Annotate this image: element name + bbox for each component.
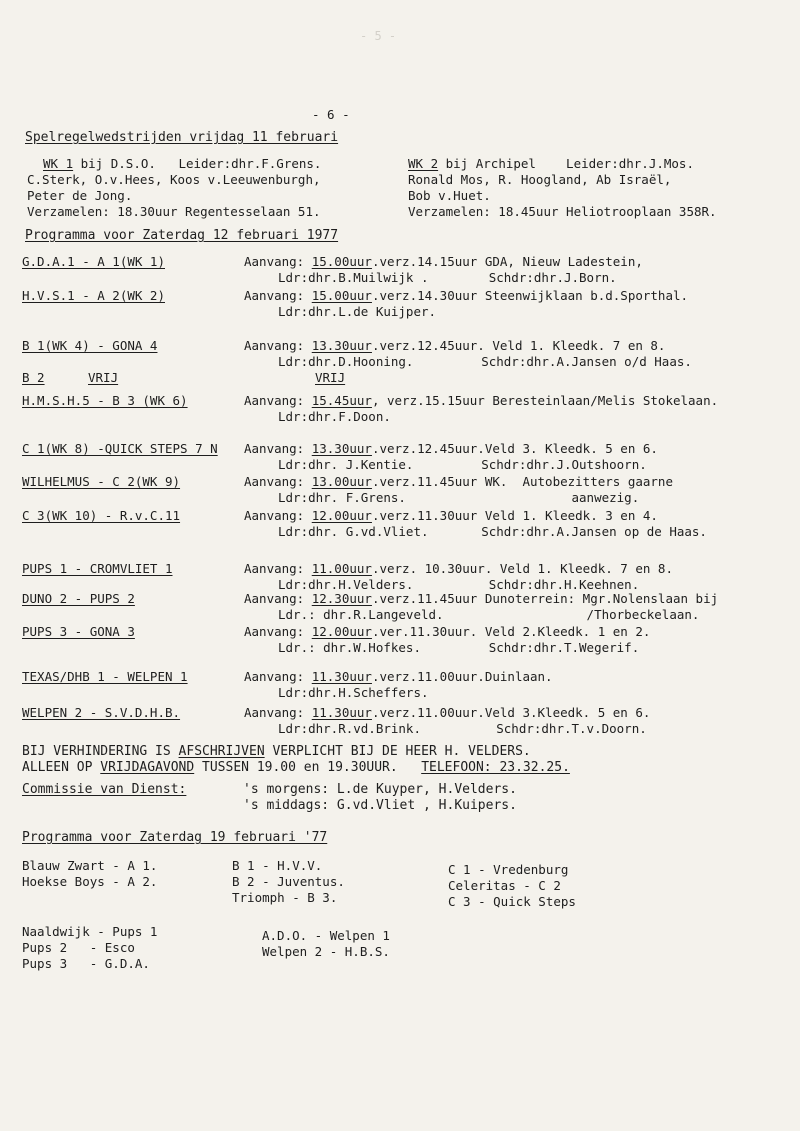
match-7-ldr: Ldr:dhr. F.Grens. aanwezig. <box>278 490 640 505</box>
wk2-label: WK 2 <box>408 156 439 171</box>
match-12-teams: TEXAS/DHB 1 - WELPEN 1 <box>22 669 188 684</box>
match-6-aanvang: Aanvang: 13.30uur.verz.12.45uur.Veld 3. Kleedk. 5 en 6. <box>244 441 658 456</box>
match-13-teams: WELPEN 2 - S.V.D.H.B. <box>22 705 181 720</box>
notice-line-1: BIJ VERHINDERING IS AFSCHRIJVEN VERPLICHT BIJ DE HEER H. VELDERS. <box>22 744 531 759</box>
match-10-teams: DUNO 2 - PUPS 2 <box>22 591 135 606</box>
p19-col3-row1: C 1 - Vredenburg <box>448 862 569 877</box>
p19-welpen-row1: A.D.O. - Welpen 1 <box>262 928 390 943</box>
match-7-aanvang: Aanvang: 13.00uur.verz.11.45uur WK. Autobezitters gaarne <box>244 474 673 489</box>
match-8-ldr: Ldr:dhr. G.vd.Vliet. Schdr:dhr.A.Jansen op de Haas. <box>278 524 707 539</box>
match-8-aanvang: Aanvang: 12.00uur.verz.11.30uur Veld 1. Kleedk. 3 en 4. <box>244 508 658 523</box>
match-13-aanvang: Aanvang: 11.30uur.verz.11.00uur.Veld 3.Kleedk. 5 en 6. <box>244 705 651 720</box>
match-10-ldr: Ldr.: dhr.R.Langeveld. /Thorbeckelaan. <box>278 607 700 622</box>
match-11-aanvang: Aanvang: 12.00uur.ver.11.30uur. Veld 2.Kleedk. 1 en 2. <box>244 624 651 639</box>
wk1-players-1: C.Sterk, O.v.Hees, Koos v.Leeuwenburgh, <box>27 172 321 187</box>
match-9-teams: PUPS 1 - CROMVLIET 1 <box>22 561 173 576</box>
match-4-vrij: VRIJ <box>88 370 119 385</box>
match-2-aanvang: Aanvang: 15.00uur.verz.14.30uur Steenwijklaan b.d.Sporthal. <box>244 288 689 303</box>
match-1-aanvang: Aanvang: 15.00uur.verz.14.15uur GDA, Nieuw Ladestein, <box>244 254 643 269</box>
page-number: - 6 - <box>312 107 350 122</box>
match-7-teams: WILHELMUS - C 2(WK 9) <box>22 474 181 489</box>
program-12-feb-heading: Programma voor Zaterdag 12 februari 1977 <box>25 228 339 243</box>
wk2-header <box>408 156 694 172</box>
match-11-teams: PUPS 3 - GONA 3 <box>22 624 135 639</box>
p19-col3-row3: C 3 - Quick Steps <box>448 894 576 909</box>
wk1-header <box>43 156 321 172</box>
match-9-aanvang: Aanvang: 11.00uur.verz. 10.30uur. Veld 1. Kleedk. 7 en 8. <box>244 561 673 576</box>
match-5-ldr: Ldr:dhr.F.Doon. <box>278 409 391 424</box>
p19-col3-row2: Celeritas - C 2 <box>448 878 561 893</box>
match-2-ldr: Ldr:dhr.L.de Kuijper. <box>278 304 437 319</box>
match-11-ldr: Ldr.: dhr.W.Hofkes. Schdr:dhr.T.Wegerif. <box>278 640 640 655</box>
commissie-label: Commissie van Dienst: <box>22 782 187 797</box>
commissie-afternoon: 's middags: G.vd.Vliet , H.Kuipers. <box>243 798 517 813</box>
wk1-label: WK 1 <box>43 156 74 171</box>
p19-col2-row1: B 1 - H.V.V. <box>232 858 323 873</box>
match-1-teams: G.D.A.1 - A 1(WK 1) <box>22 254 165 269</box>
match-1-ldr: Ldr:dhr.B.Muilwijk . Schdr:dhr.J.Born. <box>278 270 617 285</box>
match-6-teams: C 1(WK 8) -QUICK STEPS 7 N <box>22 441 218 456</box>
wk2-players-1: Ronald Mos, R. Hoogland, Ab Israël, <box>408 172 672 187</box>
match-12-aanvang: Aanvang: 11.30uur.verz.11.00uur.Duinlaan. <box>244 669 553 684</box>
match-2-teams: H.V.S.1 - A 2(WK 2) <box>22 288 165 303</box>
wk2-players-2: Bob v.Huet. <box>408 188 491 203</box>
match-10-aanvang: Aanvang: 12.30uur.verz.11.45uur Dunoterrein: Mgr.Nolenslaan bij <box>244 591 719 606</box>
match-5-aanvang: Aanvang: 15.45uur, verz.15.15uur Beresteinlaan/Melis Stokelaan. <box>244 393 719 408</box>
program-19-feb-heading: Programma voor Zaterdag 19 februari '77 <box>22 830 328 845</box>
wk1-place: bij D.S.O. Leider:dhr.F.Grens. <box>73 156 322 171</box>
match-4-teams: B 2 <box>22 370 45 385</box>
commissie-morning: 's morgens: L.de Kuyper, H.Velders. <box>243 782 517 797</box>
p19-col1-row2: Hoekse Boys - A 2. <box>22 874 158 889</box>
wk1-players-2: Peter de Jong. <box>27 188 133 203</box>
match-12-ldr: Ldr:dhr.H.Scheffers. <box>278 685 429 700</box>
notice-line-2: ALLEEN OP VRIJDAGAVOND TUSSEN 19.00 en 19.30UUR. TELEFOON: 23.32.25. <box>22 760 570 775</box>
heading-spelregel: Spelregelwedstrijden vrijdag 11 februari <box>25 130 339 145</box>
p19-col2-row2: B 2 - Juventus. <box>232 874 345 889</box>
match-13-ldr: Ldr:dhr.R.vd.Brink. Schdr:dhr.T.v.Doorn. <box>278 721 647 736</box>
match-6-ldr: Ldr:dhr. J.Kentie. Schdr:dhr.J.Outshoorn. <box>278 457 647 472</box>
match-4-vrij-right: VRIJ <box>315 370 346 385</box>
match-9-ldr: Ldr:dhr.H.Velders. Schdr:dhr.H.Keehnen. <box>278 577 640 592</box>
match-3-teams: B 1(WK 4) - GONA 4 <box>22 338 158 353</box>
match-3-ldr: Ldr:dhr.D.Hooning. Schdr:dhr.A.Jansen o/d Haas. <box>278 354 692 369</box>
wk2-place: bij Archipel Leider:dhr.J.Mos. <box>438 156 694 171</box>
match-3-aanvang: Aanvang: 13.30uur.verz.12.45uur. Veld 1. Kleedk. 7 en 8. <box>244 338 666 353</box>
p19-pups-row1: Naaldwijk - Pups 1 <box>22 924 158 939</box>
wk2-meet: Verzamelen: 18.45uur Heliotrooplaan 358R. <box>408 204 717 219</box>
match-5-teams: H.M.S.H.5 - B 3 (WK 6) <box>22 393 188 408</box>
p19-pups-row2: Pups 2 - Esco <box>22 940 135 955</box>
p19-pups-row3: Pups 3 - G.D.A. <box>22 956 150 971</box>
p19-col2-row3: Triomph - B 3. <box>232 890 338 905</box>
wk1-meet: Verzamelen: 18.30uur Regentesselaan 51. <box>27 204 321 219</box>
p19-col1-row1: Blauw Zwart - A 1. <box>22 858 158 873</box>
p19-welpen-row2: Welpen 2 - H.B.S. <box>262 944 390 959</box>
match-8-teams: C 3(WK 10) - R.v.C.11 <box>22 508 181 523</box>
bleed-page-number: - 5 - <box>360 29 397 43</box>
